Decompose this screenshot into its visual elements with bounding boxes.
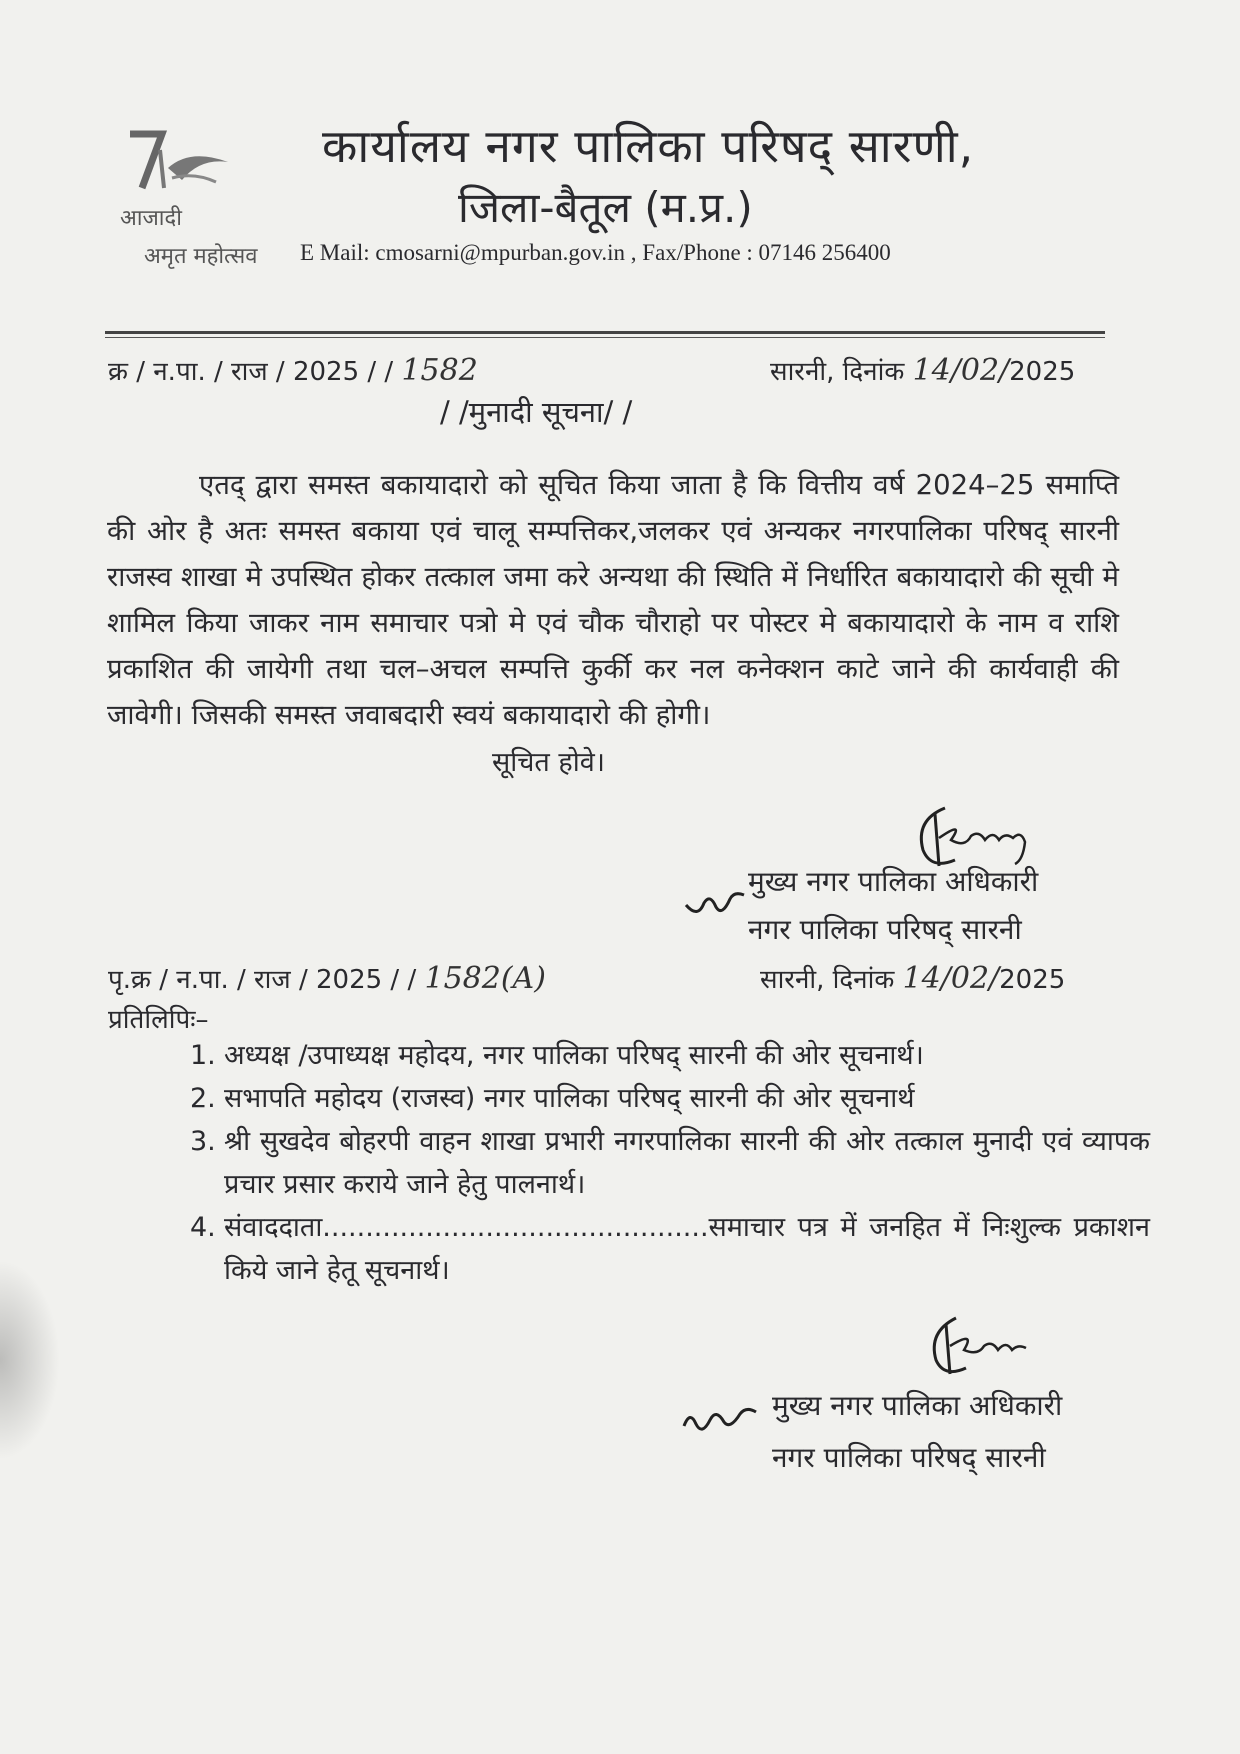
- logo-text-top: आजादी: [120, 206, 182, 231]
- signatory-1-designation: मुख्य नगर पालिका अधिकारी: [748, 865, 1039, 898]
- list-item-text: अध्यक्ष /उपाध्यक्ष महोदय, नगर पालिका परिषद् सारनी की ओर सूचनार्थ।: [224, 1040, 924, 1071]
- azadi-ka-amrit-mahotsav-logo: [120, 128, 270, 268]
- notice-date-prefix: सारनी, दिनांक: [770, 357, 905, 387]
- copy-recipients-list: [190, 1034, 1150, 1292]
- header-divider: [105, 331, 1105, 334]
- copy-label: प्रतिलिपिः–: [108, 1005, 209, 1035]
- office-name: कार्यालय नगर पालिका परिषद् सारणी,: [322, 119, 975, 173]
- signatory-2-office: नगर पालिका परिषद् सारनी: [772, 1441, 1046, 1474]
- contact-info: E Mail: cmosarni@mpurban.gov.in , Fax/Phone : 07146 256400: [300, 240, 891, 265]
- list-item-number: 1.: [190, 1040, 216, 1071]
- notice-date: [770, 352, 1075, 388]
- list-item: [190, 1077, 1150, 1120]
- list-item: [190, 1206, 1150, 1292]
- signature-2-icon: [920, 1310, 1040, 1390]
- copy-date-handwritten: 14/02/: [902, 961, 1000, 996]
- copy-date: [760, 960, 1065, 996]
- notice-reference-prefix: क्र / न.पा. / राज / 2025 / /: [108, 357, 394, 387]
- copy-reference: [108, 960, 546, 996]
- copy-reference-prefix: पृ.क्र / न.पा. / राज / 2025 / /: [108, 965, 417, 995]
- notice-reference-number: 1582: [401, 353, 478, 388]
- logo-emblem-icon: [120, 128, 240, 208]
- signatory-2-designation: मुख्य नगर पालिका अधिकारी: [772, 1389, 1063, 1422]
- copy-date-year: 2025: [999, 965, 1066, 995]
- list-item: [190, 1034, 1150, 1077]
- signatory-1-office: नगर पालिका परिषद् सारनी: [748, 913, 1022, 946]
- copy-date-prefix: सारनी, दिनांक: [760, 965, 895, 995]
- list-item-text: संवाददाता.............................................समाचार पत्र में जनहित में निःशुल्क प्रकाशन किये जाने हेतू सूचनार्थ।: [224, 1212, 1150, 1286]
- scan-shadow: [0, 1260, 60, 1460]
- signatory-2: [772, 1380, 1062, 1484]
- list-item-text: श्री सुखदेव बोहरपी वाहन शाखा प्रभारी नगरपालिका सारनी की ओर तत्काल मुनादी एवं व्यापक प्रचार प्रसार कराये जाने हेतु पालनार्थ।: [224, 1126, 1150, 1200]
- signatory-1: [748, 858, 1038, 954]
- district-name: जिला-बैतूल (म.प्र.): [458, 183, 753, 232]
- list-item-number: 4.: [190, 1212, 216, 1243]
- notice-title: / /मुनादी सूचना/ /: [440, 395, 633, 429]
- list-item: [190, 1120, 1150, 1206]
- list-item-text: सभापति महोदय (राजस्व) नगर पालिका परिषद् सारनी की ओर सूचनार्थ: [224, 1083, 915, 1114]
- list-item-number: 3.: [190, 1126, 216, 1157]
- notice-sign-off: सूचित होवे।: [492, 747, 605, 778]
- header-divider-thin: [105, 337, 1105, 338]
- signatory-2-mark-icon: [680, 1400, 770, 1440]
- notice-date-year: 2025: [1009, 357, 1076, 387]
- copy-reference-number: 1582(A): [424, 961, 546, 996]
- notice-body: [107, 462, 1119, 738]
- notice-body-paragraph: एतद् द्वारा समस्त बकायादारो को सूचित किया जाता है कि वित्तीय वर्ष 2024–25 समाप्ति की ओर है अतः समस्त बकाया एवं चालू सम्पत्तिकर,जलकर एवं अन्यकर नगरपालिका परिषद् सारनी राजस्व शाखा मे उपस्थित होकर तत्काल जमा करे अन्यथा की स्थिति में निर्धारित बकायादारो की सूची मे शामिल किया जाकर नाम समाचार पत्रो मे एवं चौक चौराहो पर पोस्टर मे बकायादारो के नाम व राशि प्रकाशित की जायेगी तथा चल–अचल सम्पत्ति कुर्की कर नल कनेक्शन काटे जाने की कार्यवाही की जावेगी। जिसकी समस्त जवाबदारी स्वयं बकायादारो की होगी।: [107, 469, 1119, 731]
- list-item-number: 2.: [190, 1083, 216, 1114]
- notice-date-handwritten: 14/02/: [912, 353, 1010, 388]
- logo-text-bottom: अमृत महोत्सव: [144, 244, 258, 269]
- notice-reference: [108, 352, 478, 388]
